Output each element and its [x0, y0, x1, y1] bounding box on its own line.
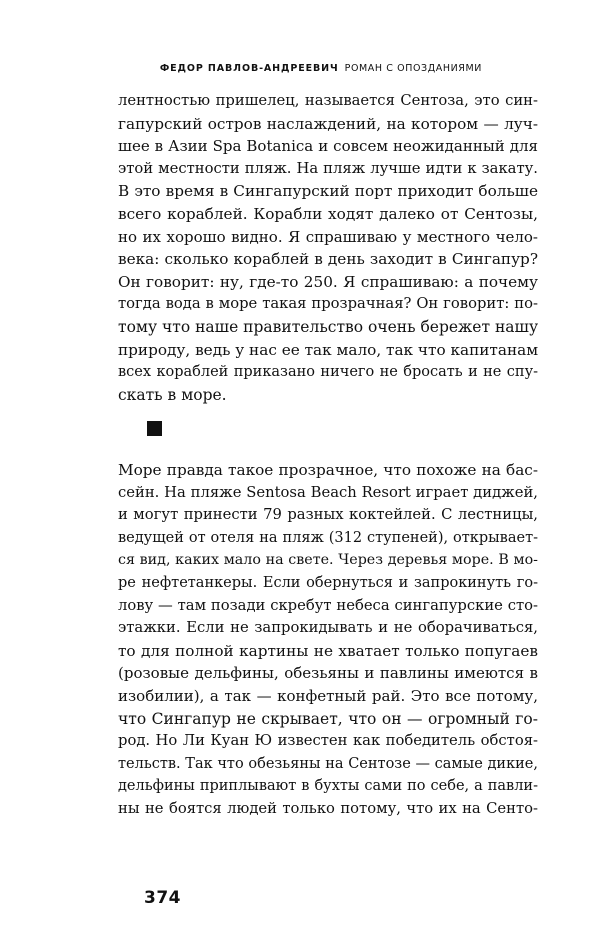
paragraph-2 [118, 459, 538, 821]
text-line: ведущей от отеля на пляж (312 ступеней), открывает- [118, 529, 538, 546]
text-line: этажки. Если не запрокидывать и не оборачиваться, [118, 619, 538, 637]
text-line: что Сингапур не скрывает, что он — огромный го- [118, 709, 538, 728]
text-line: Море правда такое прозрачное, что похоже на бас- [118, 461, 538, 479]
text-line: В это время в Сингапурский порт приходит больше [118, 182, 538, 201]
text-line: всех кораблей приказано ничего не бросать и не спу- [118, 364, 538, 381]
text-line: природу, ведь у нас ее так мало, так что капитанам [118, 340, 539, 359]
text-line: но их хорошо видно. Я спрашиваю у местного чело- [118, 227, 538, 246]
text-line: этой местности пляж. На пляж лучше идти к закату. [118, 159, 538, 177]
text-line: тогда вода в море такая прозрачная? Он говорит: по- [118, 295, 538, 313]
text-line: лентностью пришелец, называется Сентоза, это син- [118, 92, 538, 109]
text-line: род. Но Ли Куан Ю известен как победитель обстоя- [118, 732, 538, 750]
running-header [118, 62, 482, 76]
text-line: тому что наше правительство очень бережет нашу [118, 317, 539, 336]
text-line: ны не боятся людей только потому, что их на Сенто- [118, 799, 538, 817]
text-line: ся вид, каких мало на свете. Через деревья море. В мо- [118, 552, 538, 569]
header-author: ФЕДОР ПАВЛОВ-АНДРЕЕВИЧ [159, 63, 339, 74]
text-line: тельств. Так что обезьяны на Сентозе — самые дикие, [118, 755, 538, 772]
text-line: Он говорит: ну, где-то 250. Я спрашиваю: а почему [118, 272, 538, 291]
text-line: века: сколько кораблей в день заходит в Сингапур? [118, 250, 538, 269]
text-line: шее в Азии Spa Botanica и совсем неожиданный для [118, 137, 538, 156]
text-line: дельфины приплывают в бухты сами по себе, а павли- [118, 778, 538, 795]
text-line: изобилии), а так — конфетный рай. Это все потому, [118, 686, 538, 705]
text-line: гапурский остров наслаждений, на котором — луч- [118, 114, 538, 133]
text-line: лову — там позади скребут небеса сингапурские сто- [118, 596, 538, 614]
paragraph-1 [118, 90, 538, 406]
page-number: 374 [144, 888, 181, 908]
text-line: то для полной картины не хватает только попугаев [118, 641, 538, 660]
text-line: и могут принести 79 разных коктейлей. С лестницы, [118, 506, 538, 524]
header-book-title: РОМАН С ОПОЗДАНИЯМИ [344, 63, 482, 74]
section-break-square-icon [147, 421, 162, 436]
text-line: скать в море. [118, 385, 227, 404]
text-line: всего кораблей. Корабли ходят далеко от Сентозы, [118, 204, 538, 223]
text-line: ре нефтетанкеры. Если обернуться и запрокинуть го- [118, 574, 538, 591]
text-line: (розовые дельфины, обезьяны и павлины имеются в [118, 664, 538, 683]
text-line: сейн. На пляже Sentosa Beach Resort играет диджей, [118, 483, 538, 501]
